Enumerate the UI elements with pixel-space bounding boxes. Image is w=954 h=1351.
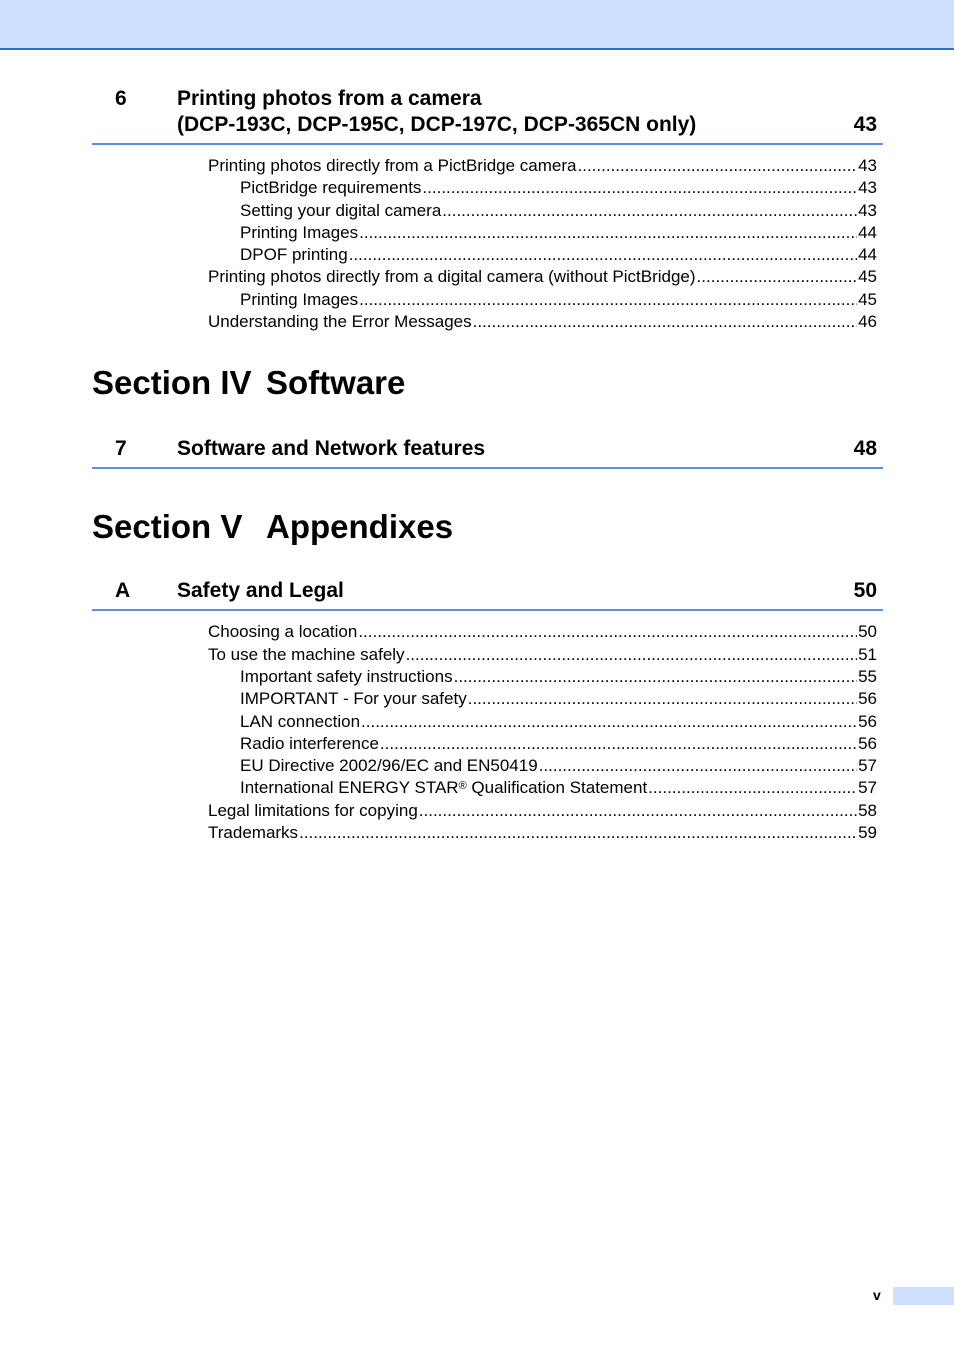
dot-leader [419,800,857,822]
chapter-6-heading[interactable] [92,86,883,145]
dot-leader [578,155,858,177]
toc-entry-text-pre: International ENERGY STAR [240,778,459,798]
toc-entry-page: 50 [858,622,877,642]
section-title: Appendixes [266,508,454,546]
registered-mark: ® [458,780,467,793]
toc-entry-page: 43 [858,156,877,175]
dot-leader [361,711,857,733]
dot-leader [697,266,858,288]
toc-entry[interactable] [92,177,877,199]
toc-entry-page: 56 [858,689,877,709]
toc-entry-text: Choosing a location [208,622,358,642]
chapter-page-number: 43 [853,113,877,136]
dot-leader [406,644,858,666]
toc-entry-text: To use the machine safely [208,644,405,664]
chapter-title: Software and Network features [177,437,486,461]
toc-entry-text: Setting your digital camera [240,200,442,220]
toc-entry-text: Printing photos directly from a digital camera (without PictBridge) [208,267,696,287]
chapter-number: 6 [115,87,127,110]
toc-entry-text: Understanding the Error Messages [208,312,472,332]
section-iv-heading [92,363,883,403]
toc-entry-page: 56 [858,733,877,753]
dot-leader [442,200,857,222]
dot-leader [349,244,857,266]
chapter-title-line-2: (DCP-193C, DCP-195C, DCP-197C, DCP-365CN only) [177,113,697,136]
section-title: Software [266,364,406,402]
dot-leader [359,222,857,244]
toc-entry[interactable] [92,800,877,822]
chapter-title-line-1: Printing photos from a camera [177,87,482,110]
toc-entry-text: LAN connection [240,711,361,731]
toc-entry[interactable] [92,711,877,733]
footer-tab [893,1287,954,1305]
dot-leader [358,621,857,643]
chapter-title [177,86,823,138]
toc-entry-text: Radio interference [240,733,379,753]
toc-entry-text: Important safety instructions [240,666,453,686]
toc-entry-page: 43 [858,178,877,198]
toc-entry[interactable] [92,666,877,688]
chapter-number: A [115,579,131,603]
chapter-title: Safety and Legal [177,579,344,603]
toc-entry-text: Printing Images [240,289,359,309]
toc-entry[interactable] [92,644,877,666]
toc-entry[interactable] [92,733,877,755]
chapter-number: 7 [115,437,127,461]
toc-entry-text: PictBridge requirements [240,178,422,198]
section-v-heading [92,507,883,547]
header-band [0,0,954,50]
toc-entry-page: 57 [858,756,877,776]
dot-leader [468,688,857,710]
toc-entry-text: Legal limitations for copying [208,800,418,820]
chapter-6-entries [92,155,877,333]
chapter-7-heading[interactable] [92,436,883,469]
dot-leader [359,289,857,311]
dot-leader [422,177,857,199]
table-of-contents [92,86,883,844]
toc-entry[interactable] [92,244,877,266]
dot-leader [380,733,857,755]
chapter-a-entries [92,621,877,844]
toc-entry[interactable] [92,621,877,643]
dot-leader [454,666,857,688]
chapter-page-number: 48 [853,437,877,461]
section-number: Section IV [92,364,252,402]
toc-entry-page: 51 [858,644,877,664]
footer-page-number: v [873,1287,881,1303]
toc-entry-text: DPOF printing [240,245,348,265]
chapter-page-number: 50 [853,579,877,603]
toc-entry-page: 46 [858,312,877,332]
toc-entry[interactable] [92,200,877,222]
toc-entry[interactable] [92,155,877,177]
toc-entry-page: 44 [858,245,877,265]
toc-entry-page: 56 [858,711,877,731]
toc-entry[interactable] [92,266,877,288]
toc-entry-page: 55 [858,666,877,686]
dot-leader [539,755,857,777]
dot-leader [648,777,857,799]
toc-entry-page: 45 [858,267,877,287]
toc-entry[interactable] [92,755,877,777]
toc-entry-page: 59 [858,823,877,843]
toc-entry-text: IMPORTANT - For your safety [240,689,467,709]
chapter-a-heading[interactable] [92,578,883,611]
dot-leader [299,822,857,844]
toc-entry[interactable] [92,822,877,844]
toc-entry-page: 43 [858,200,877,220]
toc-entry[interactable] [92,777,877,799]
toc-entry-text: Trademarks [208,823,299,843]
toc-entry-page: 58 [858,800,877,820]
section-number: Section V [92,508,243,546]
toc-entry[interactable] [92,289,877,311]
toc-entry-text [240,777,647,799]
toc-entry-page: 44 [858,222,877,242]
toc-entry-text: Printing photos directly from a PictBridge camera [208,156,577,175]
toc-entry-text: Printing Images [240,222,359,242]
dot-leader [473,311,857,333]
toc-entry[interactable] [92,311,877,333]
toc-entry-text: EU Directive 2002/96/EC and EN50419 [240,756,538,776]
toc-entry[interactable] [92,688,877,710]
toc-entry-text-post: Qualification Statement [466,778,648,798]
toc-entry-page: 45 [858,289,877,309]
toc-entry[interactable] [92,222,877,244]
toc-entry-page: 57 [858,778,877,798]
